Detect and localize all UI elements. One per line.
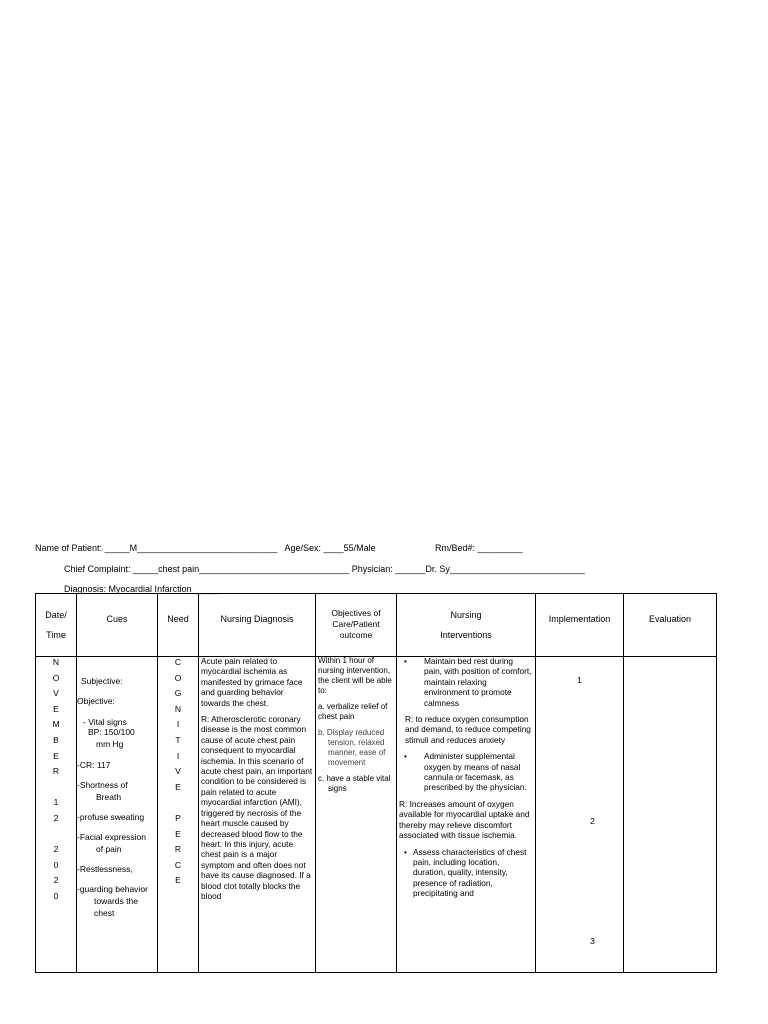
cues-sob-2: Breath [96,792,122,802]
chief-complaint-line [59,553,585,575]
implementation-2: 2 [590,816,595,826]
date-letter: R [52,766,60,777]
cues-restless: -Restlessness, [77,864,133,874]
cues-subjective: Subjective: [81,676,123,686]
header-need: Need [167,614,189,624]
need-letter: O [174,672,182,683]
interventions-cell [399,656,533,973]
cues-cell [77,657,157,973]
header-objectives-line2: Care/Patient [332,619,380,629]
header-cues: Cues [106,614,128,624]
diagnosis-line [59,573,219,595]
date-letter: 2 [53,812,59,823]
cues-bp-unit: mm Hg [96,739,124,749]
objective-a: a. verbalize relief of chest pain [318,702,388,721]
date-letter [36,828,76,844]
chief-complaint-value: _____chest pain______________________________ [133,564,350,574]
nursing-care-plan-table [35,593,717,973]
date-letter: B [53,734,59,745]
date-letter: 1 [53,797,59,808]
diagnosis-label: Diagnosis: [64,584,109,594]
age-sex-line [280,532,376,554]
intervention-assess-text: Assess characteristics of chest pain, including location, duration, quality, intensity, presence of radiation, precipitating and [413,846,527,899]
date-letter: 0 [53,859,59,870]
objective-b: b. Display reduced tension, relaxed manner, ease of movement [318,728,386,767]
cues-guard: -guarding behavior [77,884,148,894]
objectives-intro: Within 1 hour of nursing intervention, the client will be able to: [318,656,392,695]
header-implementation: Implementation [548,614,611,624]
date-letter [36,781,76,797]
objective-c: c. have a stable vital signs [318,774,391,793]
date-letter: O [52,672,60,683]
cues-guard-2: towards the [94,896,138,906]
diagnosis-value: Myocardial Infarction _____ [108,584,220,594]
date-letter: 0 [53,890,59,901]
cues-bp: BP: 150/100 [88,727,135,737]
need-letter: I [176,750,180,761]
date-letter: 2 [53,875,59,886]
date-letter: 2 [53,844,59,855]
date-column [36,656,76,906]
patient-name-label: Name of Patient: [35,543,105,553]
rationale-bed-rest: R: to reduce oxygen consumption and demand, to reduce competing stimuli and reduces anxiety [405,714,531,745]
physician-label: Physician: [349,564,396,574]
implementation-1: 1 [577,675,582,685]
room-bed-line [430,532,523,554]
need-letter: C [174,859,182,870]
date-letter: E [53,703,59,714]
header-nursing-diagnosis: Nursing Diagnosis [220,614,294,624]
header-date-time [36,593,76,656]
need-letter: C [174,657,182,667]
cues-sob: -Shortness of [77,780,128,790]
cues-objective: Objective: [77,696,115,706]
nursing-diagnosis-cell [201,656,313,973]
intervention-oxygen [399,751,533,793]
patient-name-line [30,532,277,554]
need-column [158,656,198,890]
header-objectives-line1: Objectives of [331,608,381,618]
cues-facial-2: of pain [96,844,122,854]
objectives-cell [318,656,395,973]
physician-value: ______Dr. Sy___________________________ [395,564,585,574]
cues-vital-signs: - Vital signs [83,717,127,727]
need-letter: I [176,719,180,730]
header-date: Date/ [45,609,67,620]
header-time: Time [46,629,66,640]
cues-sweat: -profuse sweating [77,812,145,822]
need-letter: N [174,703,182,714]
date-letter: E [53,750,59,761]
need-letter: T [175,734,181,745]
header-objectives [316,593,396,656]
intervention-bed-rest-text: Maintain bed rest during pain, with position of comfort, maintain relaxing environment to promote calmness [424,656,532,708]
chief-complaint-label: Chief Complaint: [64,564,134,574]
rationale-oxygen: R: Increases amount of oxygen available for myocardial uptake and thereby may relieve discomfort associated with tissue ischemia. [399,798,530,841]
header-interventions-line1: Nursing [450,609,482,620]
need-letter: R [174,844,182,855]
need-letter: G [174,688,182,699]
need-letter: V [175,766,181,777]
date-letter: N [52,657,60,667]
need-letter: E [175,875,181,886]
age-sex-value: ____55/Male [323,543,376,553]
intervention-assess [399,847,533,899]
cues-guard-3: chest [94,908,115,918]
diagnosis-statement: Acute pain related to myocardial ischemia as manifested by grimace face and guarding behavior towards the chest. [201,656,303,708]
header-interventions-line2: Interventions [440,629,492,640]
evaluation-cell [625,656,715,973]
need-letter: E [175,828,181,839]
age-sex-label: Age/Sex: [284,543,324,553]
diagnosis-rationale: R: Atherosclerotic coronary disease is the most common cause of acute chest pain consequent to myocardial ischemia. In this scenario of acute chest pain, an important condition to be considered is pain related to acute myocardial infarction (AMI), triggered by necrosis of the heart muscle caused by decreased blood flow to the heart. In this injury, acute chest pain is a major symptom and often does not have its cause diagnosed. If a blood clot totally blocks the blood [201,714,313,901]
need-letter: E [175,781,181,792]
intervention-bed-rest [399,656,533,708]
date-letter: V [53,688,59,699]
column-divider [716,593,717,973]
room-bed-value: _________ [477,543,523,553]
need-letter [158,796,198,812]
header-evaluation: Evaluation [648,614,692,624]
date-letter: M [52,719,60,730]
intervention-oxygen-text: Administer supplemental oxygen by means of nasal cannula or facemask, as prescribed by the physician. [424,751,527,793]
room-bed-label: Rm/Bed#: [435,543,478,553]
implementation-3: 3 [590,936,595,946]
patient-name-value: _____M____________________________ [104,543,278,553]
header-interventions [397,593,535,656]
cues-facial: -Facial expression [77,832,146,842]
need-letter: P [175,812,181,823]
header-objectives-line3: outcome [339,630,373,640]
cues-cr: -CR: 117 [77,760,111,770]
